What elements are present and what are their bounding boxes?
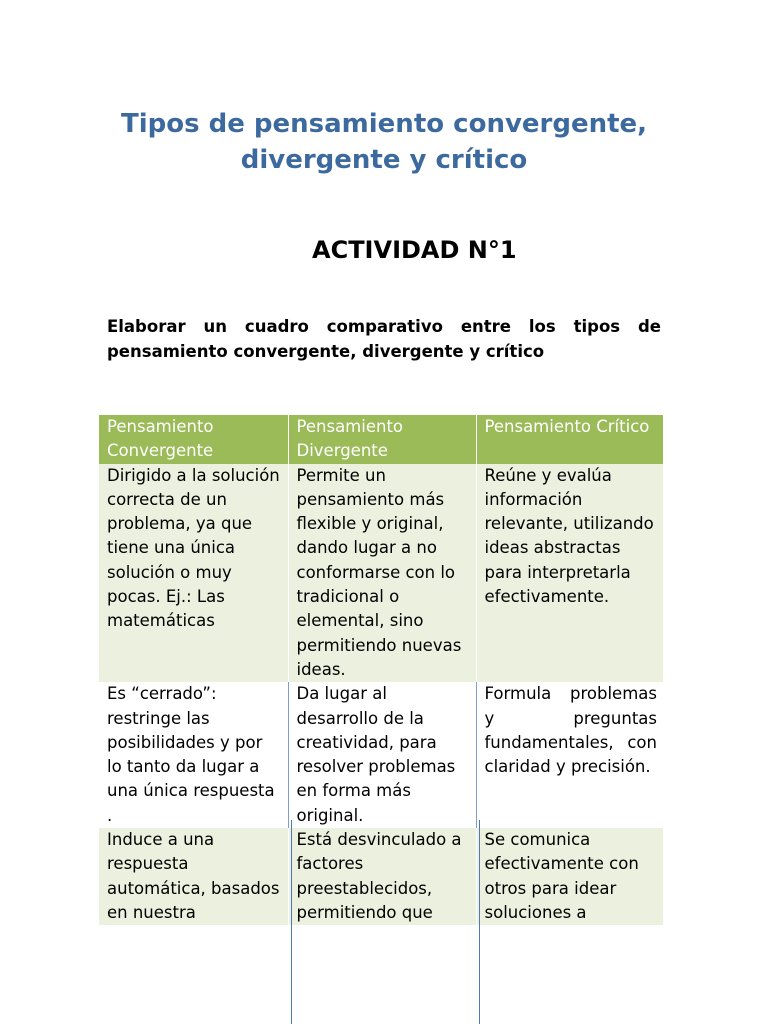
table-cell: Induce a una respuesta automática, basados en nuestra [99, 828, 288, 925]
document-title [0, 106, 768, 178]
activity-heading: ACTIVIDAD N°1 [312, 236, 517, 264]
table-cell: Dirigido a la solución correcta de un problema, ya que tiene una única solución o muy pocas. Ej.: Las matemáticas [99, 464, 288, 683]
column-divider-line [479, 820, 480, 1024]
table-row [99, 464, 663, 683]
header-convergent: Pensamiento Convergente [99, 415, 288, 464]
table-cell: Está desvinculado a factores preestablecidos, permitiendo que [288, 828, 476, 925]
table-cell: Es “cerrado”: restringe las posibilidades y por lo tanto da lugar a una única respuesta . [99, 682, 288, 828]
instruction-line-2: pensamiento convergente, divergente y crítico [107, 342, 545, 361]
table-cell: Da lugar al desarrollo de la creatividad, para resolver problemas en forma más original. [288, 682, 476, 828]
header-divergent: Pensamiento Divergente [288, 415, 476, 464]
header-critical: Pensamiento Crítico [476, 415, 663, 464]
table-cell: Se comunica efectivamente con otros para idear soluciones a [476, 828, 663, 925]
comparison-table [99, 415, 663, 925]
instruction-paragraph [107, 314, 661, 364]
table-row [99, 682, 663, 828]
instruction-line-1: Elaborar un cuadro comparativo entre los tipos de [107, 317, 661, 336]
table-row [99, 828, 663, 925]
table-header-row [99, 415, 663, 464]
column-divider-line [291, 820, 292, 1024]
table-cell: Formula problemas y preguntas fundamentales, con claridad y precisión. [476, 682, 663, 828]
document-title-line-2: divergente y crítico [240, 145, 528, 175]
table-cell: Reúne y evalúa información relevante, utilizando ideas abstractas para interpretarla efectivamente. [476, 464, 663, 683]
document-title-line-1: Tipos de pensamiento convergente, [120, 109, 648, 139]
table-cell: Permite un pensamiento más flexible y original, dando lugar a no conformarse con lo tradicional o elemental, sino permitiendo nuevas ideas. [288, 464, 476, 683]
